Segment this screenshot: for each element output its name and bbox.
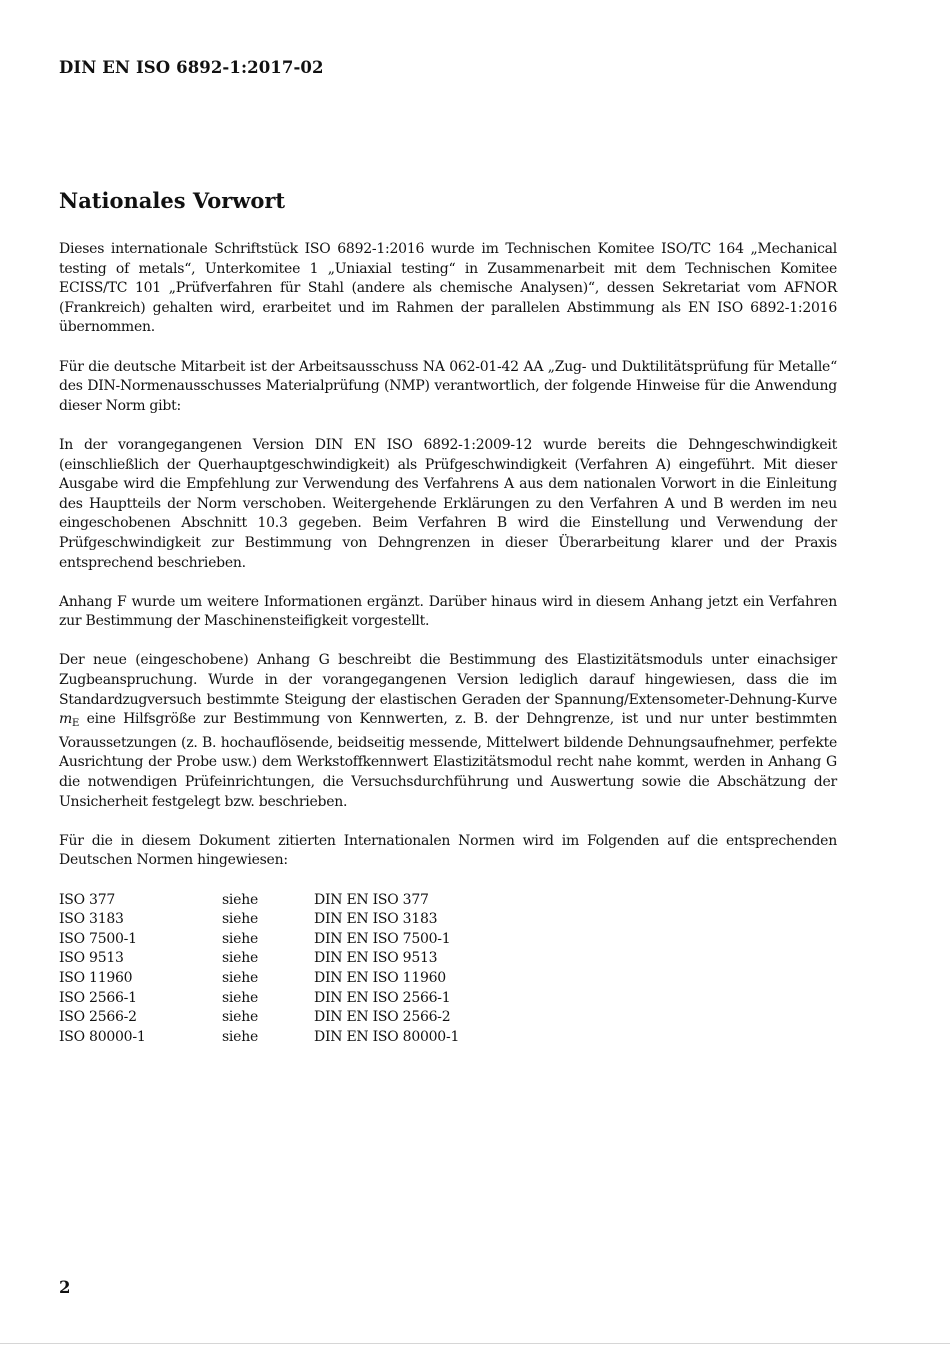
iso-standard-cell: ISO 9513 — [59, 950, 124, 967]
din-standard-cell: DIN EN ISO 2566-1 — [314, 989, 451, 1006]
table-row — [59, 949, 459, 969]
see-cell: siehe — [222, 1009, 258, 1026]
din-standard-cell: DIN EN ISO 80000-1 — [314, 1028, 460, 1045]
paragraph-annex-g — [59, 651, 837, 812]
see-cell: siehe — [222, 930, 258, 947]
section-title: Nationales Vorwort — [59, 188, 286, 213]
annex-g-text-part2: eine Hilfsgröße zur Bestimmung von Kennwerten, z. B. der Dehngrenze, ist und nur unter bestimmten Voraussetzungen (z. B. hochauflösende, beidseitig messende, Mittelwert bildende Dehnungsaufnehmer, perfekte Ausrichtung der Probe usw.) dem Werkstoffkennwert Elastizitätsmodul recht nahe kommt, werden in Anhang G die notwendigen Prüfeinrichtungen, die Versuchsdurchführung und Auswertung sowie die Abschätzung der Unsicherheit festgelegt bzw. beschrieben. — [59, 711, 837, 810]
din-standard-cell: DIN EN ISO 377 — [314, 891, 429, 908]
iso-standard-cell: ISO 11960 — [59, 969, 133, 986]
paragraph-references-intro: Für die in diesem Dokument zitierten Internationalen Normen wird im Folgenden auf die entsprechenden Deutschen Normen hingewiesen: — [59, 832, 837, 869]
table-row — [59, 910, 459, 930]
din-standard-cell: DIN EN ISO 11960 — [314, 969, 446, 986]
see-cell: siehe — [222, 950, 258, 967]
iso-standard-cell: ISO 3183 — [59, 911, 124, 928]
see-cell: siehe — [222, 891, 258, 908]
paragraph-annex-f: Anhang F wurde um weitere Informationen ergänzt. Darüber hinaus wird in diesem Anhang jetzt ein Verfahren zur Bestimmung der Maschinensteifigkeit vorgestellt. — [59, 593, 837, 630]
iso-standard-cell: ISO 377 — [59, 891, 116, 908]
table-row — [59, 891, 459, 911]
see-cell: siehe — [222, 969, 258, 986]
table-row — [59, 1028, 459, 1048]
paragraph-scope: Dieses internationale Schriftstück ISO 6892-1:2016 wurde im Technischen Komitee ISO/TC 164 „Mechanical testing of metals“, Unterkomitee 1 „Uniaxial testing“ in Zusammenarbeit mit dem Technischen Komitee ECISS/TC 101 „Prüfverfahren für Stahl (andere als chemische Analysen)“, dessen Sekretariat vom AFNOR (Frankreich) gehalten wird, erarbeitet und im Rahmen der parallelen Abstimmung als EN ISO 6892-1:2016 übernommen. — [59, 241, 837, 336]
reference-table — [59, 891, 459, 1048]
math-symbol-m: m — [59, 711, 73, 728]
annex-g-text-part1: Der neue (eingeschobene) Anhang G beschreibt die Bestimmung des Elastizitätsmoduls unter einachsiger Zugbeanspruchung. Wurde in der vorangegangenen Version lediglich darauf hingewiesen, dass die im Standardzugversuch bestimmte Steigung der elastischen Geraden der Spannung/Extensometer-Dehnung-Kurve — [59, 652, 837, 708]
iso-standard-cell: ISO 2566-1 — [59, 989, 137, 1006]
table-row — [59, 1008, 459, 1028]
page-number: 2 — [59, 1278, 71, 1297]
see-cell: siehe — [222, 1028, 258, 1045]
foreword-body — [59, 240, 837, 1047]
table-row — [59, 930, 459, 950]
math-subscript-e: E — [72, 718, 80, 730]
din-standard-cell: DIN EN ISO 3183 — [314, 911, 438, 928]
iso-standard-cell: ISO 80000-1 — [59, 1028, 146, 1045]
paragraph-previous-version: In der vorangegangenen Version DIN EN ISO 6892-1:2009-12 wurde bereits die Dehngeschwindigkeit (einschließlich der Querhauptgeschwindigkeit) als Prüfgeschwindigkeit (Verfahren A) eingeführt. Mit dieser Ausgabe wird die Empfehlung zur Verwendung des Verfahrens A aus dem nationalen Vorwort in die Einleitung des Hauptteils der Norm verschoben. Weitergehende Erklärungen zu den Verfahren A und B werden im neu eingeschobenen Abschnitt 10.3 gegeben. Beim Verfahren B wird die Einstellung und Verwendung der Prüfgeschwindigkeit zur Bestimmung von Dehngrenzen in dieser Überarbeitung klarer und der Praxis entsprechend beschrieben. — [59, 436, 837, 571]
table-row — [59, 989, 459, 1009]
see-cell: siehe — [222, 911, 258, 928]
see-cell: siehe — [222, 989, 258, 1006]
document-id-header: DIN EN ISO 6892-1:2017-02 — [59, 58, 324, 77]
din-standard-cell: DIN EN ISO 9513 — [314, 950, 438, 967]
reference-table-body — [59, 891, 459, 1048]
din-standard-cell: DIN EN ISO 7500-1 — [314, 930, 451, 947]
iso-standard-cell: ISO 7500-1 — [59, 930, 137, 947]
din-standard-cell: DIN EN ISO 2566-2 — [314, 1009, 451, 1026]
table-row — [59, 969, 459, 989]
paragraph-committee: Für die deutsche Mitarbeit ist der Arbeitsausschuss NA 062-01-42 AA „Zug- und Duktilitätsprüfung für Metalle“ des DIN-Normenausschusses Materialprüfung (NMP) verantwortlich, der folgende Hinweise für die Anwendung dieser Norm gibt: — [59, 358, 837, 414]
iso-standard-cell: ISO 2566-2 — [59, 1009, 137, 1026]
page-bottom-divider — [0, 1343, 950, 1344]
